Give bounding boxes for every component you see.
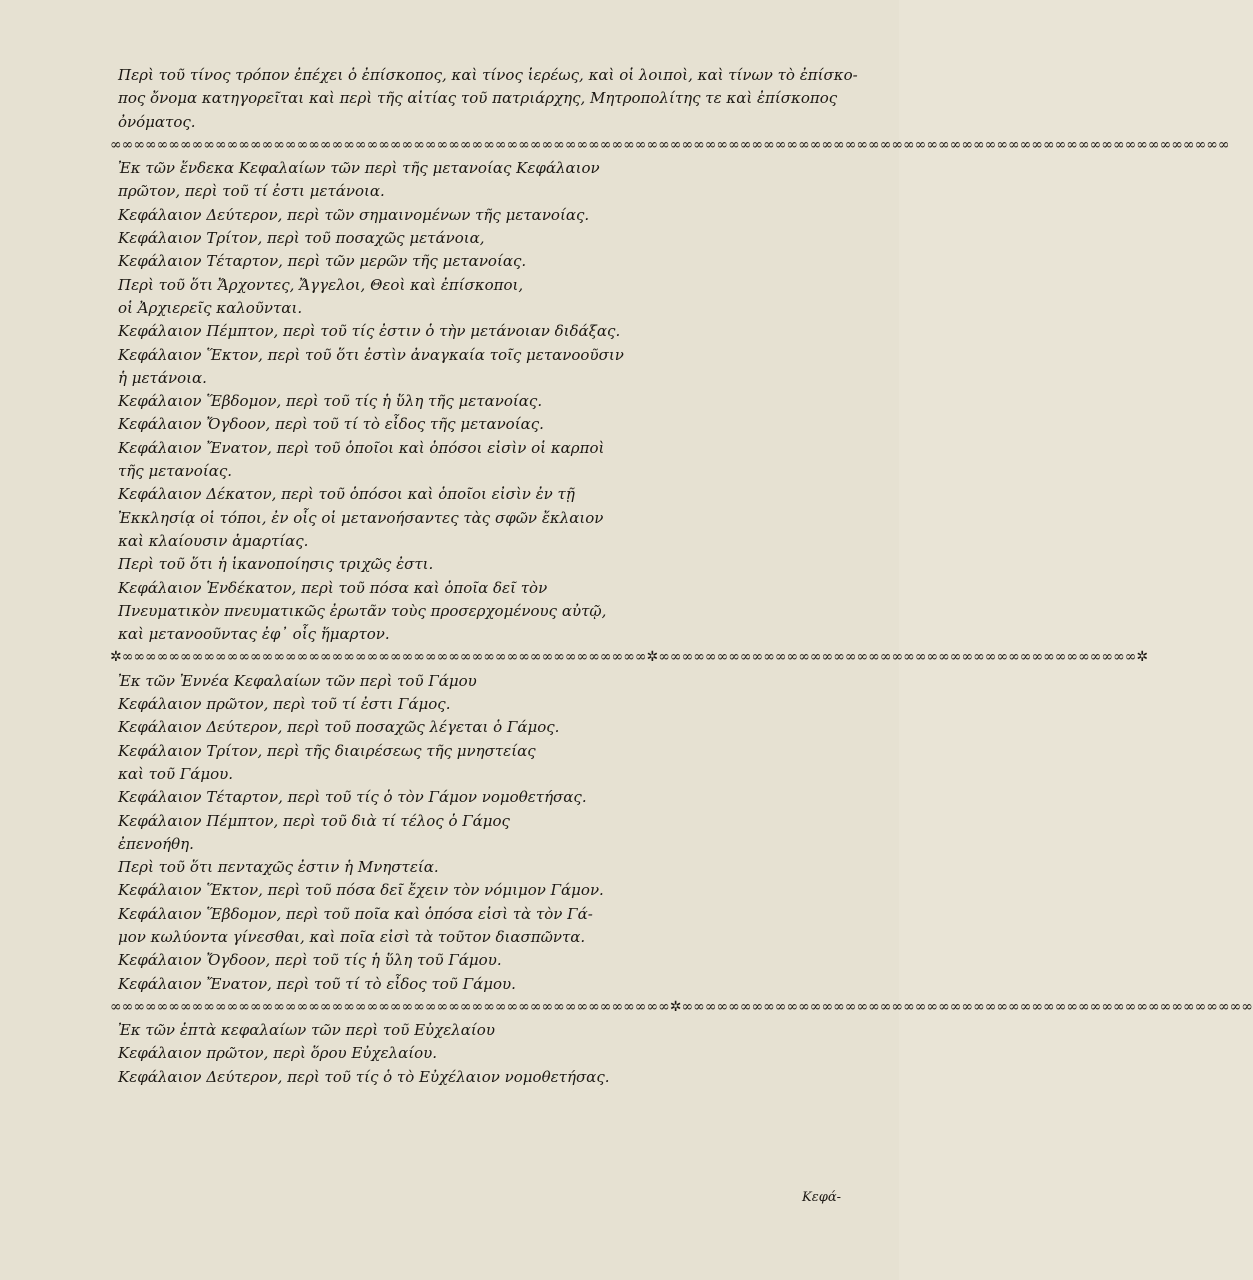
toc-entry — [110, 274, 826, 297]
toc-entry — [110, 460, 826, 483]
entry-text: Περὶ τοῦ ὅτι Ἄρχοντες, Ἄγγελοι, Θεοὶ καὶ ἐπίσκοποι, — [118, 275, 524, 294]
toc-entry — [110, 437, 826, 460]
table-of-contents — [110, 64, 1253, 1089]
entry-text: Κεφάλαιον Δεύτερον, περὶ τοῦ ποσαχῶς λέγεται ὁ Γάμος. — [118, 718, 560, 737]
toc-entry — [110, 810, 826, 833]
toc-entry — [110, 1066, 826, 1089]
entry-text: Κεφάλαιον Ὄγδοον, περὶ τοῦ τίς ἡ ὕλη τοῦ Γάμου. — [118, 951, 502, 970]
toc-entry — [110, 1019, 826, 1042]
toc-entry — [110, 413, 826, 436]
toc-entry — [110, 250, 826, 273]
entry-text: Κεφάλαιον Τρίτον, περὶ τῆς διαιρέσεως τῆς μνηστείας — [118, 741, 536, 760]
entry-text: Ἐκ τῶν ἕνδεκα Κεφαλαίων τῶν περὶ τῆς μετανοίας Κεφάλαιον — [118, 159, 600, 178]
entry-text: Κεφάλαιον Ἕβδομον, περὶ τοῦ τίς ἡ ὕλη τῆς μετανοίας. — [118, 392, 543, 411]
toc-entry — [110, 740, 826, 763]
entry-text: Περὶ τοῦ ὅτι πενταχῶς ἐστιν ἡ Μνηστεία. — [118, 858, 439, 877]
toc-entry — [110, 157, 826, 180]
entry-text: Κεφάλαιον Ἑνδέκατον, περὶ τοῦ πόσα καὶ ὁποῖα δεῖ τὸν — [118, 578, 548, 597]
entry-text: καὶ κλαίουσιν ἁμαρτίας. — [118, 531, 309, 550]
toc-entry — [110, 180, 826, 203]
toc-entry — [110, 926, 826, 949]
entry-text: Κεφάλαιον Δεύτερον, περὶ τοῦ τίς ὁ τὸ Εὐχέλαιον νομοθετήσας. — [118, 1067, 610, 1086]
toc-entry — [110, 670, 826, 693]
toc-entry — [110, 367, 826, 390]
entry-text: Περὶ τοῦ ὅτι ἡ ἱκανοποίησις τριχῶς ἐστι. — [118, 555, 434, 574]
toc-entry — [110, 320, 826, 343]
entry-text: Κεφάλαιον Ἔνατον, περὶ τοῦ τί τὸ εἶδος τοῦ Γάμου. — [118, 974, 516, 993]
entry-text: Κεφάλαιον Δεύτερον, περὶ τῶν σημαινομένων τῆς μετανοίας. — [118, 205, 590, 224]
entry-text: ἐπενοήθη. — [118, 834, 194, 853]
toc-entry — [110, 553, 826, 576]
toc-entry — [110, 856, 826, 879]
toc-entry — [110, 949, 826, 972]
entry-text: Κεφάλαιον Δέκατον, περὶ τοῦ ὁπόσοι καὶ ὁποῖοι εἰσὶν ἐν τῇ — [118, 485, 575, 504]
entry-text: οἱ Ἀρχιερεῖς καλοῦνται. — [118, 298, 303, 317]
toc-entry — [110, 716, 826, 739]
entry-text: τῆς μετανοίας. — [118, 462, 233, 481]
entry-text: Κεφάλαιον πρῶτον, περὶ ὅρου Εὐχελαίου. — [118, 1044, 437, 1063]
entry-text: Κεφάλαιον Τρίτον, περὶ τοῦ ποσαχῶς μετάνοια, — [118, 229, 485, 248]
toc-entry — [110, 833, 826, 856]
entry-text: Κεφάλαιον Ὄγδοον, περὶ τοῦ τί τὸ εἶδος τῆς μετανοίας. — [118, 415, 544, 434]
ornament-divider: ✲∞∞∞∞∞∞∞∞∞∞∞∞∞∞∞∞∞∞∞∞∞∞∞∞∞∞∞∞∞∞∞∞∞∞∞∞∞∞∞∞∞∞∞∞∞✲∞∞∞∞∞∞∞∞∞∞∞∞∞∞∞∞∞∞∞∞∞∞∞∞∞∞∞∞∞∞∞∞∞∞∞∞∞∞∞∞∞✲ — [110, 649, 1149, 666]
entry-text: Κεφάλαιον Πέμπτον, περὶ τοῦ διὰ τί τέλος ὁ Γάμος — [118, 811, 510, 830]
entry-text: μον κωλύοντα γίνεσθαι, καὶ ποῖα εἰσὶ τὰ τοῦτον διασπῶντα. — [118, 927, 586, 946]
entry-text: καὶ μετανοοῦντας ἐφ᾽ οἷς ἥμαρτον. — [118, 625, 390, 644]
catchword: Κεφά- — [802, 1190, 841, 1205]
entry-text: Κεφάλαιον Ἕβδομον, περὶ τοῦ ποῖα καὶ ὁπόσα εἰσὶ τὰ τὸν Γά- — [118, 904, 593, 923]
entry-text: Ἐκ τῶν ἑπτὰ κεφαλαίων τῶν περὶ τοῦ Εὐχελαίου — [118, 1021, 495, 1040]
toc-entry — [110, 623, 826, 646]
ornament-divider: ∞∞∞∞∞∞∞∞∞∞∞∞∞∞∞∞∞∞∞∞∞∞∞∞∞∞∞∞∞∞∞∞∞∞∞∞∞∞∞∞∞∞∞∞∞∞∞∞✲∞∞∞∞∞∞∞∞∞∞∞∞∞∞∞∞∞∞∞∞∞∞∞∞∞∞∞∞∞∞∞∞∞∞∞∞∞∞∞∞∞∞∞∞∞∞∞∞∞ — [110, 998, 1253, 1015]
toc-entry — [110, 600, 826, 623]
toc-entry — [110, 227, 826, 250]
toc-entry — [110, 903, 826, 926]
toc-entry — [110, 204, 826, 227]
entry-text: Ἐκκλησίᾳ οἱ τόποι, ἐν οἷς οἱ μετανοήσαντες τὰς σφῶν ἔκλαιον — [118, 508, 604, 527]
entry-text: Κεφάλαιον πρῶτον, περὶ τοῦ τί ἐστι Γάμος. — [118, 695, 451, 714]
entry-text: ὀνόματος. — [118, 112, 196, 131]
entry-text: Ἐκ τῶν Ἐννέα Κεφαλαίων τῶν περὶ τοῦ Γάμου — [118, 671, 477, 690]
toc-entry — [110, 786, 826, 809]
entry-text: Κεφάλαιον Ἔνατον, περὶ τοῦ ὁποῖοι καὶ ὁπόσοι εἰσὶν οἱ καρποὶ — [118, 438, 605, 457]
toc-entry — [110, 507, 826, 530]
toc-entry — [110, 879, 826, 902]
toc-entry — [110, 111, 826, 134]
toc-entry — [110, 530, 826, 553]
entry-text: Κεφάλαιον Ἕκτον, περὶ τοῦ πόσα δεῖ ἔχειν τὸν νόμιμον Γάμον. — [118, 881, 604, 900]
entry-text: καὶ τοῦ Γάμου. — [118, 764, 234, 783]
toc-entry — [110, 87, 838, 110]
entry-text: πρῶτον, περὶ τοῦ τί ἐστι μετάνοια. — [118, 182, 385, 201]
entry-text: Κεφάλαιον Τέταρτον, περὶ τοῦ τίς ὁ τὸν Γάμον νομοθετήσας. — [118, 788, 587, 807]
toc-entry — [110, 763, 826, 786]
toc-entry — [110, 577, 826, 600]
toc-entry — [110, 973, 826, 996]
entry-text: Περὶ τοῦ τίνος τρόπον ἐπέχει ὁ ἐπίσκοπος, καὶ τίνος ἱερέως, καὶ οἱ λοιποὶ, καὶ τίνων τὸ ἐπίσκο- — [118, 66, 858, 84]
toc-entry — [110, 297, 826, 320]
entry-text: Κεφάλαιον Πέμπτον, περὶ τοῦ τίς ἐστιν ὁ τὴν μετάνοιαν διδάξας. — [118, 322, 621, 341]
toc-entry — [110, 1042, 826, 1065]
entry-text: ἡ μετάνοια. — [118, 368, 207, 387]
entry-text: Κεφάλαιον Τέταρτον, περὶ τῶν μερῶν τῆς μετανοίας. — [118, 252, 527, 271]
entry-text: Κεφάλαιον Ἕκτον, περὶ τοῦ ὅτι ἐστὶν ἀναγκαία τοῖς μετανοοῦσιν — [118, 345, 624, 364]
entry-text: Πνευματικὸν πνευματικῶς ἐρωτᾶν τοὺς προσερχομένους αὐτῷ, — [118, 601, 607, 620]
toc-entry — [110, 390, 826, 413]
toc-entry — [110, 483, 826, 506]
ornament-divider: ∞∞∞∞∞∞∞∞∞∞∞∞∞∞∞∞∞∞∞∞∞∞∞∞∞∞∞∞∞∞∞∞∞∞∞∞∞∞∞∞∞∞∞∞∞∞∞∞∞∞∞∞∞∞∞∞∞∞∞∞∞∞∞∞∞∞∞∞∞∞∞∞∞∞∞∞∞∞∞∞∞∞∞∞∞∞∞∞∞∞∞∞∞∞∞∞ — [110, 136, 1230, 153]
entry-text: πος ὄνομα κατηγορεῖται καὶ περὶ τῆς αἰτίας τοῦ πατριάρχης, Μητροπολίτης τε καὶ ἐπίσκοπος — [118, 89, 838, 108]
toc-entry — [110, 693, 826, 716]
toc-entry — [110, 64, 858, 87]
toc-entry — [110, 344, 826, 367]
